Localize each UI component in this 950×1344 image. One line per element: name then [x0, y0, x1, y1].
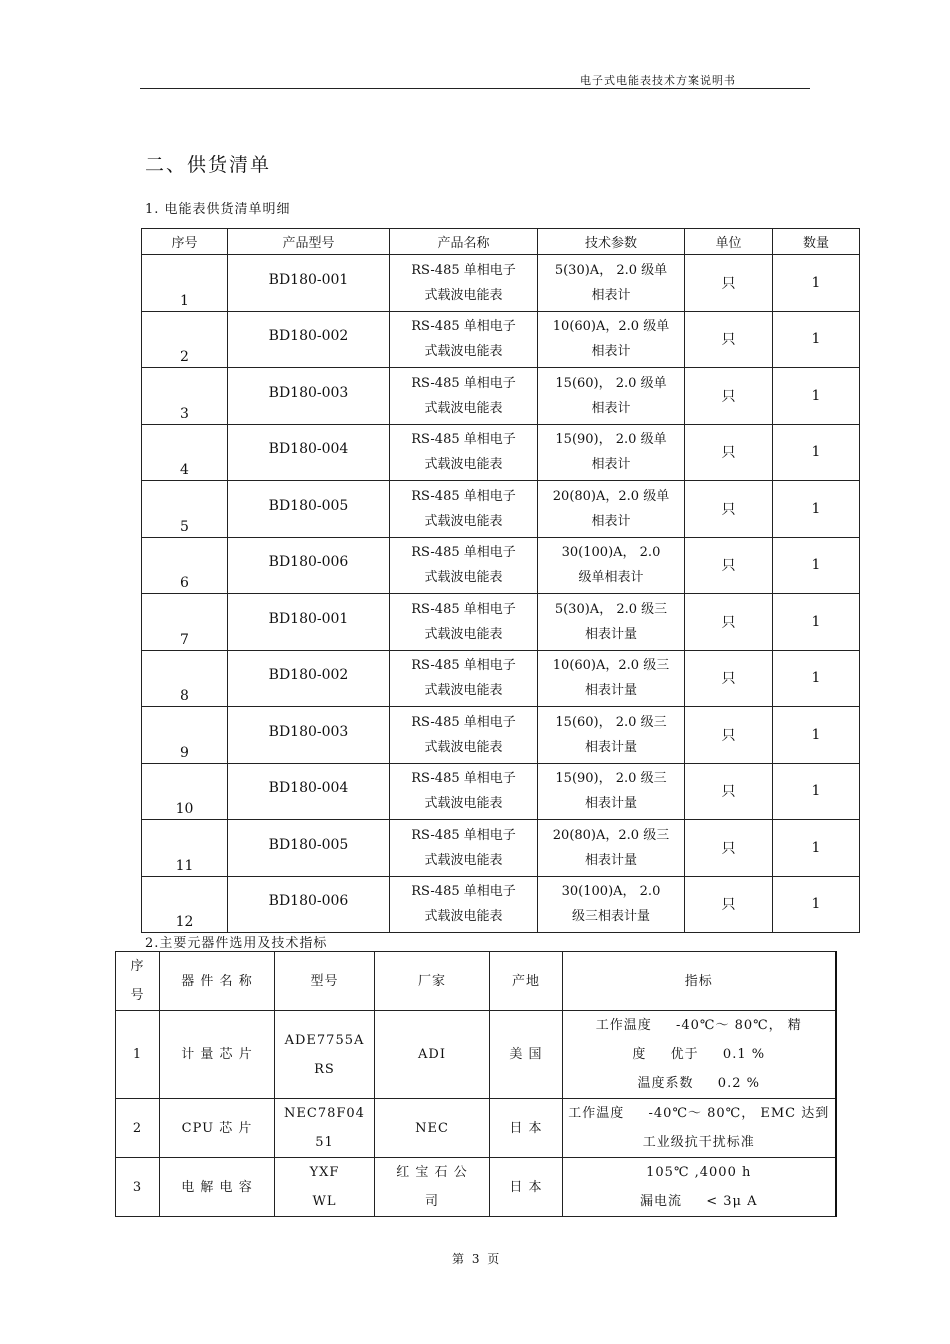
- cell-line: 15(60)， 2.0 级三: [555, 714, 667, 730]
- supply-list-table: [141, 228, 860, 933]
- manufacturer: [375, 1158, 490, 1217]
- tech-spec: [538, 820, 685, 877]
- cell-line: 温度系数 0.2 %: [637, 1076, 760, 1091]
- cell-line: 式载波电能表: [424, 796, 503, 812]
- component-name: CPU 芯 片: [160, 1099, 275, 1158]
- component-model: [275, 1011, 375, 1099]
- cell-line: 相表计量: [584, 852, 637, 868]
- product-model: BD180-001: [228, 594, 390, 651]
- unit: 只: [685, 255, 773, 312]
- cell-line: 10(60)A，2.0 级单: [552, 319, 670, 335]
- col-header-qty: 数量: [773, 229, 860, 255]
- cell-line: 工作温度 -40℃～ 80℃， EMC 达到: [568, 1106, 830, 1121]
- product-model: BD180-005: [228, 820, 390, 877]
- row-index: 2: [142, 311, 228, 368]
- tech-spec: [538, 537, 685, 594]
- row-index: 6: [142, 537, 228, 594]
- row-index: 5: [142, 481, 228, 538]
- unit: 只: [685, 707, 773, 764]
- table1-header-row: [142, 229, 860, 255]
- component-spec: [563, 1099, 836, 1158]
- cell-line: RS-485 单相电子: [411, 488, 516, 504]
- section-title: 二、供货清单: [145, 154, 272, 176]
- cell-line: 相表计量: [584, 683, 637, 699]
- table-row: [142, 255, 860, 312]
- product-model: BD180-002: [228, 650, 390, 707]
- row-index: 3: [116, 1158, 160, 1217]
- cell-line: 15(90)， 2.0 级单: [555, 432, 667, 448]
- cell-line: 105℃ ,4000 h: [646, 1165, 752, 1180]
- cell-line: 15(60)， 2.0 级单: [555, 375, 667, 391]
- component-spec: [563, 1158, 836, 1217]
- row-index: 1: [142, 255, 228, 312]
- quantity: 1: [773, 707, 860, 764]
- row-index: 11: [142, 820, 228, 877]
- col-header-model: 产品型号: [228, 229, 390, 255]
- product-name: [390, 255, 538, 312]
- product-model: BD180-005: [228, 481, 390, 538]
- row-index: 9: [142, 707, 228, 764]
- cell-line: 10(60)A，2.0 级三: [552, 658, 670, 674]
- unit: 只: [685, 650, 773, 707]
- col-header-model: 型号: [275, 952, 375, 1011]
- product-name: [390, 650, 538, 707]
- cell-line: 式载波电能表: [424, 683, 503, 699]
- cell-line: 式载波电能表: [424, 457, 503, 473]
- origin: 日 本: [490, 1099, 563, 1158]
- cell-line: 5(30)A， 2.0 级单: [554, 262, 668, 278]
- unit: 只: [685, 876, 773, 933]
- cell-line: RS-485 单相电子: [411, 545, 516, 561]
- cell-line: 相表计量: [584, 626, 637, 642]
- col-header-index: 序号: [142, 229, 228, 255]
- product-model: BD180-002: [228, 311, 390, 368]
- table2-header-row: [116, 952, 836, 1011]
- product-model: BD180-003: [228, 368, 390, 425]
- product-model: BD180-001: [228, 255, 390, 312]
- unit: 只: [685, 594, 773, 651]
- col-header-unit: 单位: [685, 229, 773, 255]
- table-row: [116, 1011, 836, 1099]
- running-header: 电子式电能表技术方案说明书: [580, 74, 736, 87]
- cell-line: 式载波电能表: [424, 909, 503, 925]
- cell-line: 相表计量: [584, 739, 637, 755]
- col-header-spec: 技术参数: [538, 229, 685, 255]
- table-row: [142, 537, 860, 594]
- cell-line: RS-485 单相电子: [411, 771, 516, 787]
- product-name: [390, 594, 538, 651]
- header-line: 序: [130, 959, 145, 974]
- quantity: 1: [773, 424, 860, 481]
- manufacturer: [375, 1099, 490, 1158]
- cell-line: NEC: [415, 1120, 449, 1136]
- product-model: BD180-004: [228, 763, 390, 820]
- cell-line: 式载波电能表: [424, 287, 503, 303]
- quantity: 1: [773, 311, 860, 368]
- product-name: [390, 311, 538, 368]
- cell-line: 工作温度 -40℃～ 80℃， 精: [595, 1018, 802, 1033]
- cell-line: 相表计: [591, 513, 631, 529]
- col-header-component: 器 件 名 称: [160, 952, 275, 1011]
- table2-caption: 2.主要元器件选用及技术指标: [145, 936, 328, 951]
- cell-line: RS-485 单相电子: [411, 601, 516, 617]
- cell-line: RS-485 单相电子: [411, 375, 516, 391]
- cell-line: YXF: [309, 1165, 340, 1180]
- cell-line: ADE7755A: [284, 1032, 365, 1048]
- product-name: [390, 424, 538, 481]
- table-row: [142, 424, 860, 481]
- cell-line: 20(80)A，2.0 级单: [552, 488, 670, 504]
- cell-line: ADI: [418, 1047, 446, 1062]
- product-name: [390, 707, 538, 764]
- tech-spec: [538, 763, 685, 820]
- cell-line: 相表计: [591, 400, 631, 416]
- cell-line: 30(100)A， 2.0: [561, 545, 661, 561]
- cell-line: 式载波电能表: [424, 400, 503, 416]
- quantity: 1: [773, 368, 860, 425]
- table-row: [142, 876, 860, 933]
- table-row: [142, 650, 860, 707]
- product-model: BD180-006: [228, 537, 390, 594]
- table-row: [142, 707, 860, 764]
- cell-line: 5(30)A， 2.0 级三: [554, 601, 668, 617]
- cell-line: RS-485 单相电子: [411, 714, 516, 730]
- origin: 美 国: [490, 1011, 563, 1099]
- cell-line: 30(100)A， 2.0: [561, 884, 661, 900]
- component-name: 计 量 芯 片: [160, 1011, 275, 1099]
- tech-spec: [538, 707, 685, 764]
- table-row: [142, 594, 860, 651]
- cell-line: 相表计: [591, 457, 631, 473]
- cell-line: RS: [314, 1061, 335, 1077]
- unit: 只: [685, 424, 773, 481]
- cell-line: 度 优于 0.1 %: [632, 1047, 766, 1062]
- cell-line: 式载波电能表: [424, 739, 503, 755]
- table-row: [116, 1158, 836, 1217]
- cell-line: 司: [424, 1194, 439, 1209]
- unit: 只: [685, 481, 773, 538]
- cell-line: 式载波电能表: [424, 344, 503, 360]
- quantity: 1: [773, 876, 860, 933]
- cell-line: RS-485 单相电子: [411, 262, 516, 278]
- quantity: 1: [773, 594, 860, 651]
- cell-line: 式载波电能表: [424, 570, 503, 586]
- component-spec: [563, 1011, 836, 1099]
- quantity: 1: [773, 255, 860, 312]
- cell-line: 级单相表计: [578, 570, 644, 586]
- table-row: [142, 368, 860, 425]
- quantity: 1: [773, 537, 860, 594]
- component-model: [275, 1099, 375, 1158]
- table-row: [142, 820, 860, 877]
- cell-line: 相表计: [591, 287, 631, 303]
- cell-line: 工业级抗干扰标准: [642, 1135, 755, 1150]
- table-row: [142, 763, 860, 820]
- cell-line: RS-485 单相电子: [411, 432, 516, 448]
- cell-line: NEC78F04: [284, 1106, 365, 1121]
- product-model: BD180-004: [228, 424, 390, 481]
- row-index: 8: [142, 650, 228, 707]
- cell-line: 级三相表计量: [571, 909, 650, 925]
- row-index: 10: [142, 763, 228, 820]
- cell-line: 式载波电能表: [424, 852, 503, 868]
- cell-line: 相表计量: [584, 796, 637, 812]
- product-name: [390, 537, 538, 594]
- table-row: [142, 311, 860, 368]
- product-name: [390, 368, 538, 425]
- row-index: 3: [142, 368, 228, 425]
- product-name: [390, 820, 538, 877]
- row-index: 2: [116, 1099, 160, 1158]
- col-header-index: [116, 952, 160, 1011]
- cell-line: RS-485 单相电子: [411, 884, 516, 900]
- col-header-maker: 厂家: [375, 952, 490, 1011]
- cell-line: RS-485 单相电子: [411, 658, 516, 674]
- quantity: 1: [773, 481, 860, 538]
- row-index: 12: [142, 876, 228, 933]
- cell-line: RS-485 单相电子: [411, 319, 516, 335]
- header-divider: [140, 88, 810, 89]
- product-model: BD180-006: [228, 876, 390, 933]
- unit: 只: [685, 537, 773, 594]
- table-row: [142, 481, 860, 538]
- unit: 只: [685, 311, 773, 368]
- tech-spec: [538, 424, 685, 481]
- quantity: 1: [773, 763, 860, 820]
- product-name: [390, 876, 538, 933]
- header-line: 号: [130, 988, 145, 1003]
- page-number: 第 3 页: [452, 1252, 502, 1266]
- cell-line: 51: [315, 1135, 334, 1150]
- product-name: [390, 481, 538, 538]
- origin: 日 本: [490, 1158, 563, 1217]
- cell-line: RS-485 单相电子: [411, 827, 516, 843]
- component-name: 电 解 电 容: [160, 1158, 275, 1217]
- unit: 只: [685, 368, 773, 425]
- component-model: [275, 1158, 375, 1217]
- col-header-name: 产品名称: [390, 229, 538, 255]
- unit: 只: [685, 820, 773, 877]
- product-name: [390, 763, 538, 820]
- cell-line: 红 宝 石 公: [396, 1165, 468, 1180]
- row-index: 4: [142, 424, 228, 481]
- manufacturer: [375, 1011, 490, 1099]
- tech-spec: [538, 368, 685, 425]
- cell-line: 漏电流 < 3μ A: [639, 1194, 758, 1209]
- quantity: 1: [773, 820, 860, 877]
- table-row: [116, 1099, 836, 1158]
- tech-spec: [538, 876, 685, 933]
- tech-spec: [538, 594, 685, 651]
- col-header-spec: 指标: [563, 952, 836, 1011]
- product-model: BD180-003: [228, 707, 390, 764]
- tech-spec: [538, 650, 685, 707]
- table1-caption: 1. 电能表供货清单明细: [145, 202, 291, 217]
- tech-spec: [538, 311, 685, 368]
- components-table: [115, 951, 837, 1217]
- col-header-origin: 产地: [490, 952, 563, 1011]
- quantity: 1: [773, 650, 860, 707]
- row-index: 1: [116, 1011, 160, 1099]
- cell-line: 15(90)， 2.0 级三: [555, 771, 667, 787]
- cell-line: 式载波电能表: [424, 626, 503, 642]
- tech-spec: [538, 481, 685, 538]
- row-index: 7: [142, 594, 228, 651]
- cell-line: 式载波电能表: [424, 513, 503, 529]
- cell-line: WL: [312, 1194, 337, 1209]
- cell-line: 相表计: [591, 344, 631, 360]
- unit: 只: [685, 763, 773, 820]
- cell-line: 20(80)A，2.0 级三: [552, 827, 670, 843]
- tech-spec: [538, 255, 685, 312]
